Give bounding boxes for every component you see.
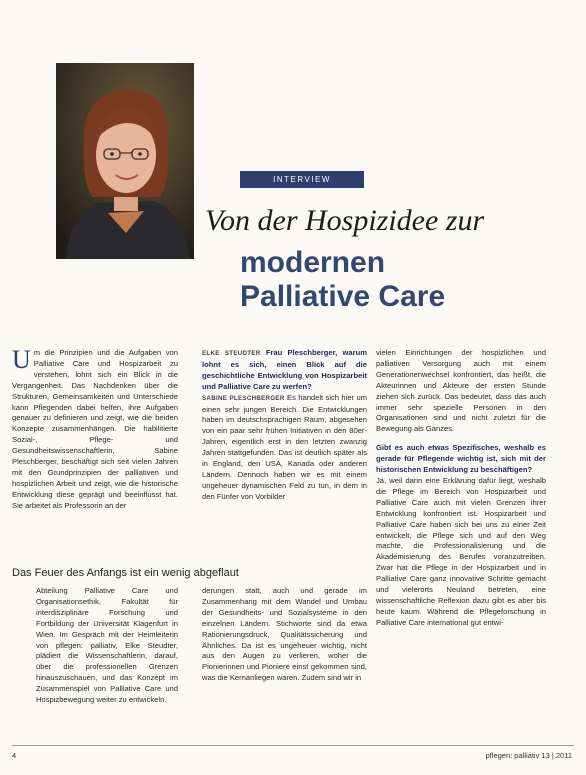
magazine-name: pflegen: palliativ 13 | 2011 <box>485 751 572 760</box>
speaker-label-interviewee: SABINE PLESCHBERGER <box>202 394 285 402</box>
answer-1-end: vielen Einrichtungen der hospizlichen und palliativen Versorgung auch mit einem Generationenwechsel konfrontiert, das heißt, die Akteurinnen und Akteure der ersten Stunde ziehen sich zurück. Das bedeutet, dass das auch immer sehr spezielle Personen in den Organisationen sind und nicht zuletzt für die Bewegung als Ganzes. <box>376 348 546 434</box>
section-kicker: INTERVIEW <box>240 171 364 188</box>
question-1: Frau Pleschberger, warum lohnt es sich, einen Blick auf die geschichtliche Entwicklung von Hospizarbeit und Palliative Care zu werfen? <box>202 348 367 391</box>
title-line-modernen: modernen <box>240 246 386 279</box>
portrait-photo <box>56 63 194 259</box>
intro-column-bottom <box>36 586 178 736</box>
title-line-palliative-care: Palliative Care <box>240 280 446 313</box>
page-number: 4 <box>12 751 17 760</box>
interview-column-bottom <box>202 586 367 736</box>
footer-rule <box>12 745 574 746</box>
article-title-line1: Von der Hospizidee zur <box>205 204 485 237</box>
intro-text: m die Prinzipien und die Aufgaben von Palliative Care und Hospizarbeit zu verstehen, lohnt sich ein Blick in die Vergangenheit. Das Nachdenken über die Strukturen, Gemeinsamkeiten und Unterschiede kann Pflegenden dabei helfen, ihre Aufgaben genauer zu definieren und zeigt, wie die beiden Konzepte zusammenhängen. Die habilitierte Sozial-, Pflege- und Gesundheitswissenschaftlerin, Sabine Pleschberger, beschäftigt sich seit vielen Jahren mit den Grundprinzipien der palliativen und hospizlichen Arbeit und zeigt, wie die historische Entwicklung diese geprägt und beeinflusst hat. Sie arbeitet als Professorin an der <box>12 348 178 510</box>
intro-text-continued: Abteilung Palliative Care und Organisationsethik, Fakultät für interdisziplinäre Forschung und Fortbildung der Universität Klagenfurt in Wien. Im Gespräch mit der Heimleiterin von pflegen: palliativ, Elke Steudter, plädiert die Wissenschaftlerin, darauf, über die professionellen Grenzen hinauszuschauen, und das Konzept im Zusammenspiel von Palliative Care und Hospizbewegung weiter zu entwickeln. <box>36 586 178 705</box>
intro-column-top <box>12 348 178 556</box>
speaker-label-interviewer: ELKE STEUDTER <box>202 350 261 357</box>
drop-cap: U <box>12 348 31 374</box>
answer-2: Ja, weil darin eine Erklärung dafür liegt, weshalb die Pflege im Bereich von Hospizarbeit und Palliative Care auch mit vielen Grenzen ihrer Entwicklung konfrontiert ist. Hospizarbeit und Palliative Care haben sich bei uns zu einer Zeit entwickelt, die Pflege sich und auf den Weg machte, die Professionalisierung und die Akademisierung des Berufes voranzutreiben. Zwar hat die Pflege in der Hospizarbeit und in Palliative Care ganz innovative Schritte gemacht und vielerorts Neuland betreten, eine wissenschaftliche Reflexion dazu gibt es aber bis heute kaum. Während die Pflegeforschung in Palliative Care international gut entwi- <box>376 475 546 627</box>
answer-1: Es handelt sich hier um einen sehr jungen Bereich. Die Entwicklungen haben im deutschsprachigen Raum, abgesehen von ein paar sehr frühen Initiativen in den 80er-Jahren, eigentlich erst in den letzten zwanzig Jahren stattgefunden. Das ist deutlich später als in England, den USA, Kanada oder anderen Ländern. Dennoch haben wir es mit einem ungeheuer dynamischen Feld zu tun, in dem in den Fünfer von Vorbilder <box>202 392 367 501</box>
article-title-line2 <box>240 246 445 314</box>
section-subheading: Das Feuer des Anfangs ist ein wenig abgeflaut <box>12 567 239 579</box>
interview-column-top <box>202 348 367 556</box>
interview-column-right <box>376 348 546 738</box>
answer-1-continued: derungen statt, auch und gerade im Zusammenhang mit dem Wandel und Umbau der Gesundheits- und Sozialsysteme in den einzelnen Ländern. Stichworte sind da etwa Rationierungsdruck, Qualitätssicherung und Ähnliches. Da ist es ungeheuer wichtig, nicht aus den Augen zu verlieren, woher die Pionierinnen und Pioniere einst gekommen sind, was die Kernanliegen waren. Zudem sind wir in <box>202 586 367 683</box>
question-2: Gibt es auch etwas Spezifisches, weshalb es gerade für Pflegende wichtig ist, sich mit der historischen Entwicklung zu beschäftigen? <box>376 443 546 475</box>
portrait-icon <box>56 63 194 259</box>
